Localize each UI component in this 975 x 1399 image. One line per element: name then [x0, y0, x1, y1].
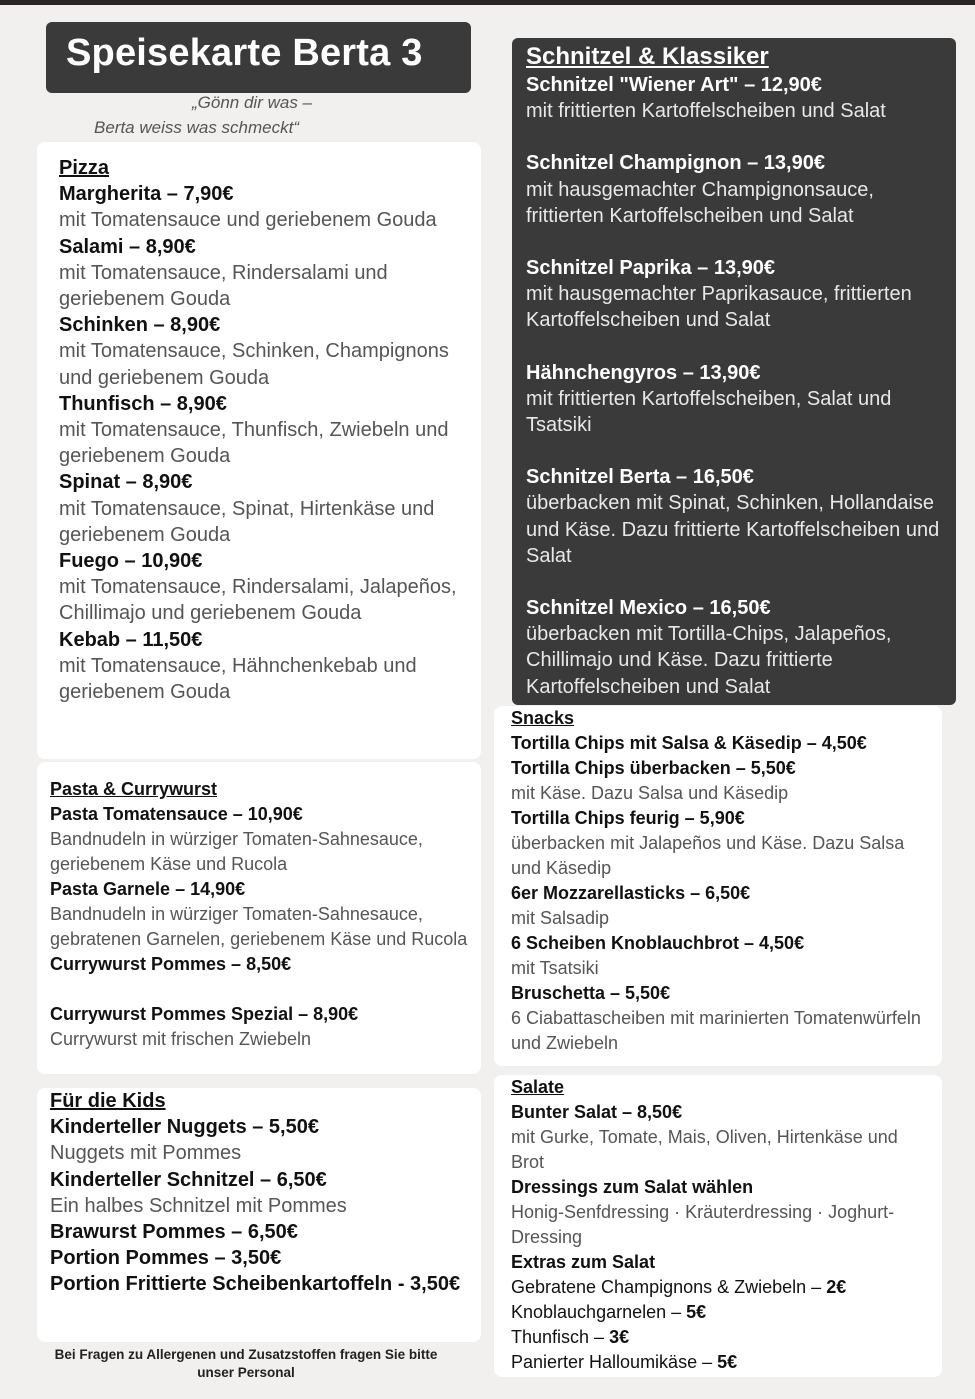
menu-item-description: mit Käse. Dazu Salsa und Käsedip [511, 783, 789, 803]
menu-item-description: Bandnudeln in würziger Tomaten-Sahnesauce, geriebenem Käse und Rucola [50, 829, 423, 874]
kids-section [37, 1088, 481, 1342]
spacer [50, 977, 473, 1002]
menu-item-name: Thunfisch – 8,90€ [59, 392, 227, 415]
menu-item-description: 6 Ciabattascheiben mit marinierten Tomatenwürfeln und Zwiebeln [511, 1008, 921, 1053]
section-title-snacks: Snacks [511, 708, 575, 728]
menu-item-name: Bruschetta – 5,50€ [511, 983, 671, 1003]
menu-item-description: mit Salsadip [511, 908, 610, 928]
extra-name: Panierter Halloumikäse – [511, 1352, 718, 1372]
menu-item-name: Tortilla Chips mit Salsa & Käsedip – 4,50€ [511, 733, 867, 753]
snacks-section [494, 706, 942, 1066]
menu-item-description: überbacken mit Tortilla-Chips, Jalapeños, Chillimajo und Käse. Dazu frittierte Kartoffelscheiben und Salat [526, 623, 892, 698]
menu-item-description: mit Tomatensauce, Schinken, Champignons und geriebenem Gouda [59, 340, 449, 389]
salate-section [494, 1075, 942, 1377]
menu-item-name: Kebab – 11,50€ [59, 628, 203, 651]
menu-item-description: überbacken mit Spinat, Schinken, Hollandaise und Käse. Dazu frittierte Kartoffelscheiben und Salat [526, 492, 940, 567]
menu-item-name: Currywurst Pommes – 8,50€ [50, 954, 292, 974]
menu-item-description: Ein halbes Schnitzel mit Pommes [50, 1194, 347, 1217]
menu-item-name: Schnitzel Champignon – 13,90€ [526, 152, 825, 175]
menu-item-description: überbacken mit Jalapeños und Käse. Dazu Salsa und Käsedip [511, 833, 905, 878]
menu-item-description: Currywurst mit frischen Zwiebeln [50, 1029, 312, 1049]
tagline [46, 90, 471, 140]
extra-price: 5€ [717, 1352, 738, 1372]
menu-item-name: Kinderteller Schnitzel – 6,50€ [50, 1168, 327, 1191]
menu-item-name: Schnitzel Berta – 16,50€ [526, 466, 754, 489]
page-title: Speisekarte Berta 3 [46, 22, 471, 93]
menu-item-name: Pasta Garnele – 14,90€ [50, 879, 246, 899]
menu-item-name: Fuego – 10,90€ [59, 550, 203, 573]
menu-item [526, 150, 948, 229]
menu-item-name: Schnitzel "Wiener Art" – 12,90€ [526, 74, 822, 96]
section-title-schnitzel: Schnitzel & Klassiker [526, 43, 769, 70]
section-title-pasta: Pasta & Currywurst [50, 779, 218, 799]
section-title-kids: Für die Kids [50, 1090, 166, 1112]
tagline-line-1: „Gönn dir was – [192, 93, 312, 112]
menu-item-name: 6er Mozzarellasticks – 6,50€ [511, 883, 751, 903]
menu-item-name: Schnitzel Paprika – 13,90€ [526, 257, 776, 280]
menu-item-name: Spinat – 8,90€ [59, 471, 193, 494]
extras-title: Extras zum Salat [511, 1252, 656, 1272]
extra-price: 2€ [826, 1277, 847, 1297]
menu-item-name: Tortilla Chips überbacken – 5,50€ [511, 758, 796, 778]
extra-item [511, 1350, 934, 1375]
section-title-pizza: Pizza [59, 157, 110, 179]
section-title-salate: Salate [511, 1077, 565, 1097]
extra-price: 3€ [609, 1327, 630, 1347]
menu-item-description: mit Tomatensauce, Rindersalami, Jalapeños, Chillimajo und geriebenem Gouda [59, 576, 457, 625]
menu-item-name: Schnitzel Mexico – 16,50€ [526, 597, 771, 620]
menu-item-description: mit frittierten Kartoffelscheiben und Salat [526, 100, 886, 123]
menu-item-name: Portion Frittierte Scheibenkartoffeln - 3,50€ [50, 1273, 461, 1296]
menu-item-description: mit hausgemachter Paprikasauce, frittierten Kartoffelscheiben und Salat [526, 283, 912, 332]
pizza-section [37, 142, 481, 759]
pasta-section [37, 762, 481, 1074]
dressings-list: Honig-Senfdressing · Kräuterdressing · Joghurt-Dressing [511, 1202, 895, 1247]
menu-item-name: Schinken – 8,90€ [59, 314, 221, 337]
menu-item [526, 595, 948, 700]
extra-item [511, 1300, 934, 1325]
menu-item-description: mit frittierten Kartoffelscheiben, Salat und Tsatsiki [526, 387, 892, 437]
extra-item [511, 1275, 934, 1300]
menu-item-description: mit Tomatensauce, Hähnchenkebab und geriebenem Gouda [59, 654, 417, 704]
menu-item-name: Hähnchengyros – 13,90€ [526, 361, 761, 384]
top-border [0, 0, 975, 5]
menu-item [526, 360, 948, 439]
menu-item-name: Tortilla Chips feurig – 5,90€ [511, 808, 745, 828]
menu-item-name: Currywurst Pommes Spezial – 8,90€ [50, 1004, 359, 1024]
menu-item-name: Brawurst Pommes – 6,50€ [50, 1221, 298, 1244]
menu-item-name: Portion Pommes – 3,50€ [50, 1247, 282, 1270]
menu-item-name: 6 Scheiben Knoblauchbrot – 4,50€ [511, 933, 805, 953]
menu-item-description: mit Tomatensauce, Rindersalami und geriebenem Gouda [59, 261, 388, 311]
menu-item-name: Margherita – 7,90€ [59, 183, 234, 206]
menu-item-description: mit Tomatensauce, Spinat, Hirtenkäse und geriebenem Gouda [59, 497, 435, 546]
menu-item-name: Bunter Salat – 8,50€ [511, 1102, 683, 1122]
extra-item [511, 1325, 934, 1350]
menu-item [526, 255, 948, 334]
menu-item-description: Nuggets mit Pommes [50, 1142, 242, 1165]
extra-name: Thunfisch – [511, 1327, 610, 1347]
menu-item-description: mit hausgemachter Champignonsauce, frittierten Kartoffelscheiben und Salat [526, 178, 874, 227]
schnitzel-section [512, 38, 956, 705]
menu-item-description: mit Gurke, Tomate, Mais, Oliven, Hirtenkäse und Brot [511, 1127, 898, 1172]
allergen-note: Bei Fragen zu Allergenen und Zusatzstoffen fragen Sie bitte unser Personal [54, 1347, 438, 1380]
menu-item-description: mit Tomatensauce und geriebenem Gouda [59, 209, 437, 232]
menu-item [526, 464, 948, 569]
menu-item-description: Bandnudeln in würziger Tomaten-Sahnesauce, gebratenen Garnelen, geriebenem Käse und Rucola [50, 904, 468, 949]
menu-item-name: Pasta Tomatensauce – 10,90€ [50, 804, 303, 824]
extra-name: Knoblauchgarnelen – [511, 1302, 687, 1322]
dressings-title: Dressings zum Salat wählen [511, 1177, 754, 1197]
menu-item-name: Salami – 8,90€ [59, 235, 196, 258]
menu-item-name: Kinderteller Nuggets – 5,50€ [50, 1116, 319, 1139]
extra-price: 5€ [686, 1302, 707, 1322]
tagline-line-2: Berta weiss was schmeckt“ [94, 118, 299, 137]
menu-item-description: mit Tsatsiki [511, 958, 599, 978]
extra-name: Gebratene Champignons & Zwiebeln – [511, 1277, 827, 1297]
menu-item [526, 72, 948, 124]
menu-item-description: mit Tomatensauce, Thunfisch, Zwiebeln und geriebenem Gouda [59, 419, 449, 468]
